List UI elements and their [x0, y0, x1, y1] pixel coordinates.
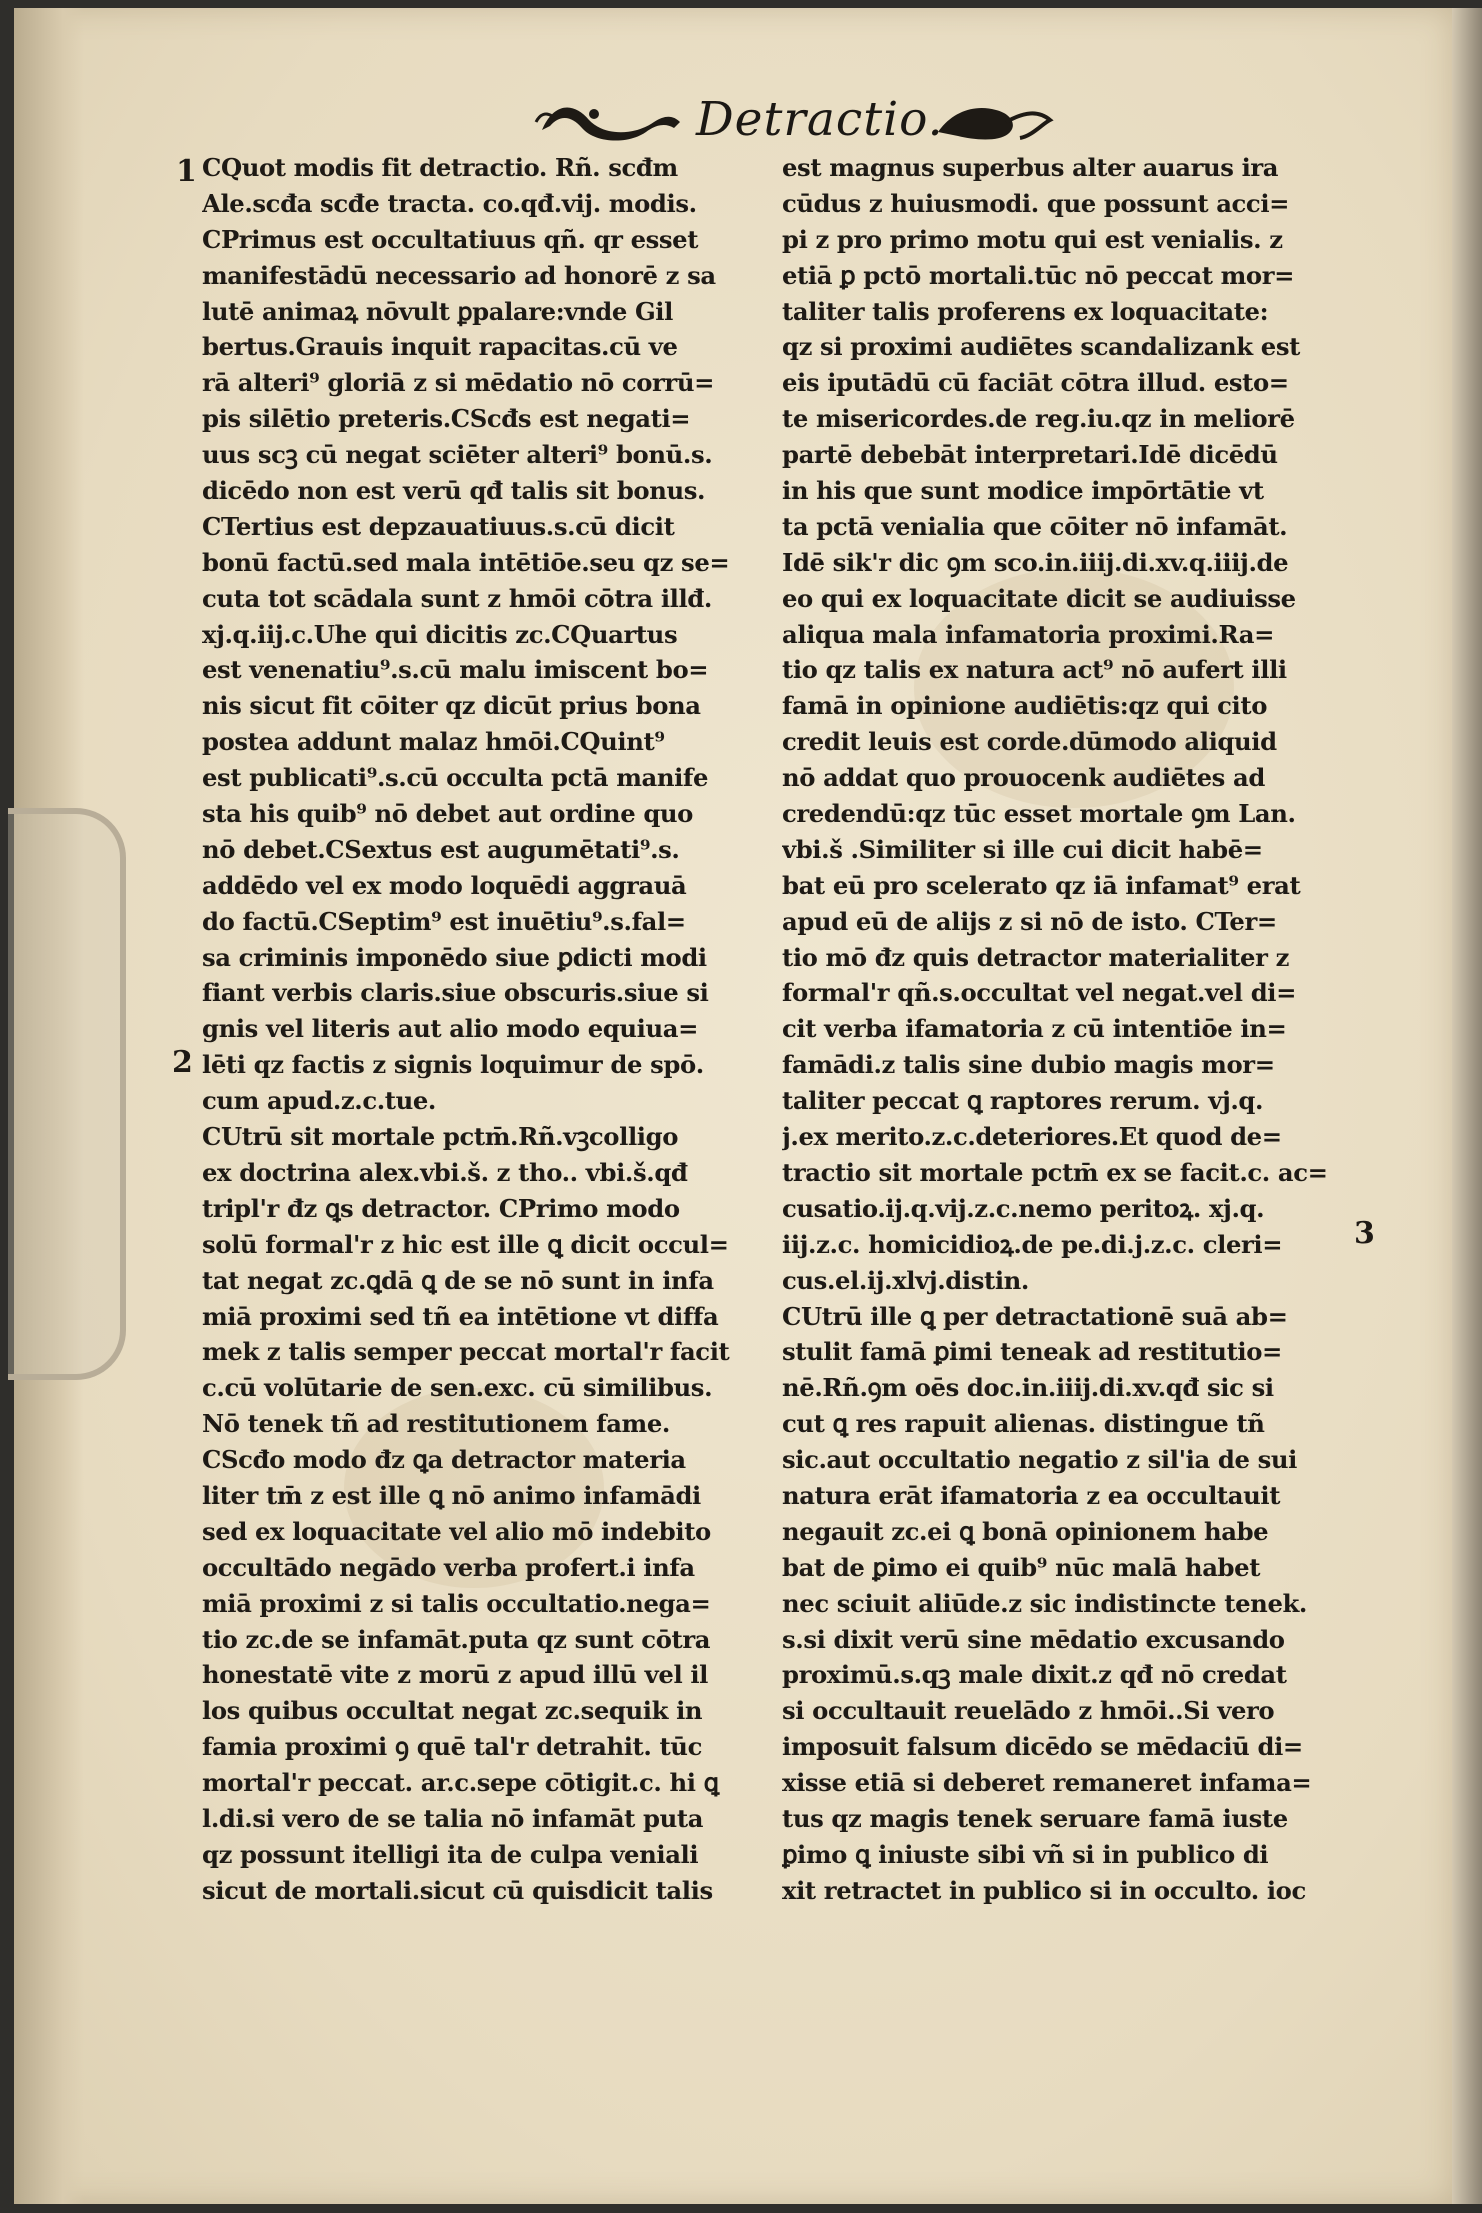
text-line: nec sciuit aliūde.z sic indistincte tenek.: [782, 1588, 1307, 1618]
text-line: miā proximi z si talis occultatio.nega=: [202, 1588, 711, 1618]
text-line: mortal'r peccat. ar.c.sepe cōtigit.c. hi ꝗ: [202, 1768, 719, 1798]
question-number-2: 2: [172, 1045, 193, 1080]
text-line: si occultauit reuelādo z hmōi..Si vero: [782, 1696, 1275, 1726]
text-line: tripl'r đz ꝗs detractor. CPrimo modo: [202, 1193, 680, 1223]
page-clasp: [8, 808, 126, 1380]
text-line: natura erāt ifamatoria z ea occultauit: [782, 1480, 1281, 1510]
text-line: tractio sit mortale pctm̄ ex se facit.c. ac=: [782, 1157, 1328, 1187]
text-line: CTertius est depzauatiuus.s.cū dicit: [202, 511, 675, 541]
text-line: manifestādū necessario ad honorē z sa: [202, 260, 716, 290]
text-line: nō addat quo prouocenk audiētes ad: [782, 763, 1265, 793]
text-line: miā proximi sed tñ ea intētione vt diffa: [202, 1301, 719, 1331]
text-line: l.di.si vero de se talia nō infamāt puta: [202, 1803, 704, 1833]
left-text-column: [202, 150, 767, 1909]
text-line: xisse etiā si deberet remaneret infama=: [782, 1768, 1312, 1798]
text-line: bat eū pro scelerato qz iā infamat⁹ erat: [782, 870, 1301, 900]
text-line: addēdo vel ex modo loquēdi aggrauā: [202, 870, 687, 900]
text-line: proximū.s.qꝫ male dixit.z qđ nō credat: [782, 1660, 1287, 1690]
text-line: dicēdo non est verū qđ talis sit bonus.: [202, 476, 706, 506]
question-number-3: 3: [1354, 1216, 1375, 1251]
text-line: sa criminis imponēdo siue ꝑdicti modi: [202, 942, 707, 972]
text-line: occultādo negādo verba profert.i infa: [202, 1552, 695, 1582]
text-line: Idē sik'r dic ꝯm sco.in.iiij.di.xv.q.iiij.de: [782, 547, 1289, 577]
page-title: Detractio.: [696, 92, 944, 147]
text-line: ꝑimo ꝗ iniuste sibi vñ si in publico di: [782, 1839, 1269, 1869]
text-line: Nō tenek tñ ad restitutionem fame.: [202, 1409, 670, 1439]
text-line: apud eū de alijs z si nō de isto. CTer=: [782, 906, 1277, 936]
page-edge: [1452, 8, 1482, 2204]
text-line: Ale.scđa scđe tracta. co.qđ.vij. modis.: [202, 188, 697, 218]
text-line: cum apud.z.c.tue.: [202, 1086, 436, 1116]
text-line: cus.el.ij.xlvj.distin.: [782, 1265, 1029, 1295]
text-line: sic.aut occultatio negatio z sil'ia de sui: [782, 1445, 1297, 1475]
text-line: est magnus superbus alter auarus ira: [782, 153, 1279, 182]
text-line: partē debebāt interpretari.Idē dicēdū: [782, 440, 1278, 470]
text-line: fiant verbis claris.siue obscuris.siue si: [202, 978, 709, 1008]
text-line: liter tm̄ z est ille ꝗ nō animo infamādi: [202, 1480, 701, 1510]
text-line: cit verba ifamatoria z cū intentiōe in=: [782, 1014, 1287, 1044]
text-line: solū formal'r z hic est ille ꝗ dicit occul=: [202, 1229, 729, 1259]
text-line: pis silētio preteris.CScđs est negati=: [202, 404, 691, 434]
text-line: bat de ꝑimo ei quib⁹ nūc malā habet: [782, 1552, 1261, 1582]
text-line: cusatio.ij.q.vij.z.c.nemo peritoꝝ. xj.q.: [782, 1193, 1265, 1223]
text-line: CScđo modo đz ꝗa detractor materia: [202, 1445, 686, 1475]
text-line: negauit zc.ei ꝗ bonā opinionem habe: [782, 1516, 1269, 1546]
text-line: xj.q.iij.c.Uhe qui dicitis zc.CQuartus: [202, 619, 678, 649]
text-line: nis sicut fit cōiter qz dicūt prius bona: [202, 691, 701, 721]
text-line: aliqua mala infamatoria proximi.Ra=: [782, 619, 1275, 649]
text-line: bonū factū.sed mala intētiōe.seu qz se=: [202, 547, 730, 577]
text-line: bertus.Grauis inquit rapacitas.cū ve: [202, 332, 678, 362]
text-line: te misericordes.de reg.iu.qz in meliorē: [782, 404, 1295, 434]
text-line: CUtrū ille ꝗ per detractationē suā ab=: [782, 1301, 1288, 1331]
text-line: formal'r qñ.s.occultat vel negat.vel di=: [782, 978, 1297, 1008]
text-line: est publicati⁹.s.cū occulta pctā manife: [202, 763, 709, 793]
text-line: CQuot modis fit detractio. Rñ. scđm: [202, 153, 678, 182]
text-line: vbi.š .Similiter si ille cui dicit habē=: [782, 834, 1263, 864]
text-line: eo qui ex loquacitate dicit se audiuisse: [782, 583, 1296, 613]
text-line: gnis vel literis aut alio modo equiua=: [202, 1014, 699, 1044]
text-line: taliter peccat ꝗ raptores rerum. vj.q.: [782, 1086, 1264, 1116]
text-line: cuta tot scādala sunt z hmōi cōtra illđ.: [202, 583, 712, 613]
text-line: tio zc.de se infamāt.puta qz sunt cōtra: [202, 1624, 711, 1654]
text-line: postea addunt malaz hmōi.CQuint⁹: [202, 727, 665, 757]
text-line: etiā ꝑ pctō mortali.tūc nō peccat mor=: [782, 260, 1295, 290]
text-line: nō debet.CSextus est augumētati⁹.s.: [202, 834, 680, 864]
text-line: los quibus occultat negat zc.sequik in: [202, 1696, 703, 1726]
text-line: iij.z.c. homicidioꝝ.de pe.di.j.z.c. cleri=: [782, 1229, 1283, 1259]
text-line: sta his quib⁹ nō debet aut ordine quo: [202, 799, 693, 829]
text-line: credendū:qz tūc esset mortale ꝯm Lan.: [782, 799, 1296, 829]
text-line: famā in opinione audiētis:qz qui cito: [782, 691, 1267, 721]
text-line: do factū.CSeptim⁹ est inuētiu⁹.s.fal=: [202, 906, 686, 936]
text-line: CPrimus est occultatiuus qñ. qr esset: [202, 224, 699, 254]
right-flourish-icon: [934, 92, 1054, 152]
text-line: eis iputādū cū faciāt cōtra illud. esto=: [782, 368, 1289, 398]
text-line: cut ꝗ res rapuit alienas. distingue tñ: [782, 1409, 1265, 1439]
text-line: sicut de mortali.sicut cū quisdicit talis: [202, 1875, 713, 1905]
text-line: ex doctrina alex.vbi.š. z tho.. vbi.š.qđ: [202, 1157, 688, 1187]
text-line: j.ex merito.z.c.deteriores.Et quod de=: [782, 1122, 1282, 1152]
text-line: rā alteri⁹ gloriā z si mēdatio nō corrū=: [202, 368, 715, 398]
text-line: imposuit falsum dicēdo se mēdaciū di=: [782, 1732, 1303, 1762]
text-line: xit retractet in publico si in occulto. ioc: [782, 1875, 1306, 1905]
text-line: tus qz magis tenek seruare famā iuste: [782, 1803, 1288, 1833]
page-header: [534, 86, 1054, 156]
text-line: honestatē vite z morū z apud illū vel il: [202, 1660, 709, 1690]
text-line: lēti qz factis z signis loquimur de spō.: [202, 1050, 704, 1080]
text-line: taliter talis proferens ex loquacitate:: [782, 296, 1269, 326]
text-line: tio mō đz quis detractor materialiter z: [782, 942, 1289, 972]
text-line: nē.Rñ.ꝯm oēs doc.in.iiij.di.xv.qđ sic si: [782, 1373, 1274, 1403]
text-line: cūdus z huiusmodi. que possunt acci=: [782, 188, 1290, 218]
text-line: famia proximi ꝯ quē tal'r detrahit. tūc: [202, 1732, 702, 1762]
text-line: ta pctā venialia que cōiter nō infamāt.: [782, 511, 1288, 541]
text-line: credit leuis est corde.dūmodo aliquid: [782, 727, 1277, 757]
text-line: qz si proximi audiētes scandalizank est: [782, 332, 1300, 362]
left-flourish-icon: [534, 92, 684, 152]
text-line: tio qz talis ex natura act⁹ nō aufert illi: [782, 655, 1287, 685]
text-line: CUtrū sit mortale pctm̄.Rñ.vꝫcolligo: [202, 1122, 679, 1152]
text-line: in his que sunt modice impōrtātie vt: [782, 476, 1264, 506]
text-line: s.si dixit verū sine mēdatio excusando: [782, 1624, 1285, 1654]
text-line: tat negat zc.ꝗdā ꝗ de se nō sunt in infa: [202, 1265, 714, 1295]
text-line: lutē animaꝝ nōvult ꝑpalare:vnde Gil: [202, 296, 673, 326]
text-line: qz possunt itelligi ita de culpa veniali: [202, 1839, 699, 1869]
text-line: est venenatiu⁹.s.cū malu imiscent bo=: [202, 655, 709, 685]
text-line: mek z talis semper peccat mortal'r facit: [202, 1337, 730, 1367]
text-line: famādi.z talis sine dubio magis mor=: [782, 1050, 1275, 1080]
text-line: stulit famā ꝑimi teneak ad restitutio=: [782, 1337, 1282, 1367]
question-number-1: 1: [176, 154, 197, 189]
book-page: [14, 8, 1452, 2204]
text-line: uus scꝫ cū negat sciēter alteri⁹ bonū.s.: [202, 440, 713, 470]
text-line: pi z pro primo motu qui est venialis. z: [782, 224, 1283, 254]
text-line: sed ex loquacitate vel alio mō indebito: [202, 1516, 711, 1546]
text-line: c.cū volūtarie de sen.exc. cū similibus.: [202, 1373, 713, 1403]
right-text-column: [782, 150, 1357, 1909]
